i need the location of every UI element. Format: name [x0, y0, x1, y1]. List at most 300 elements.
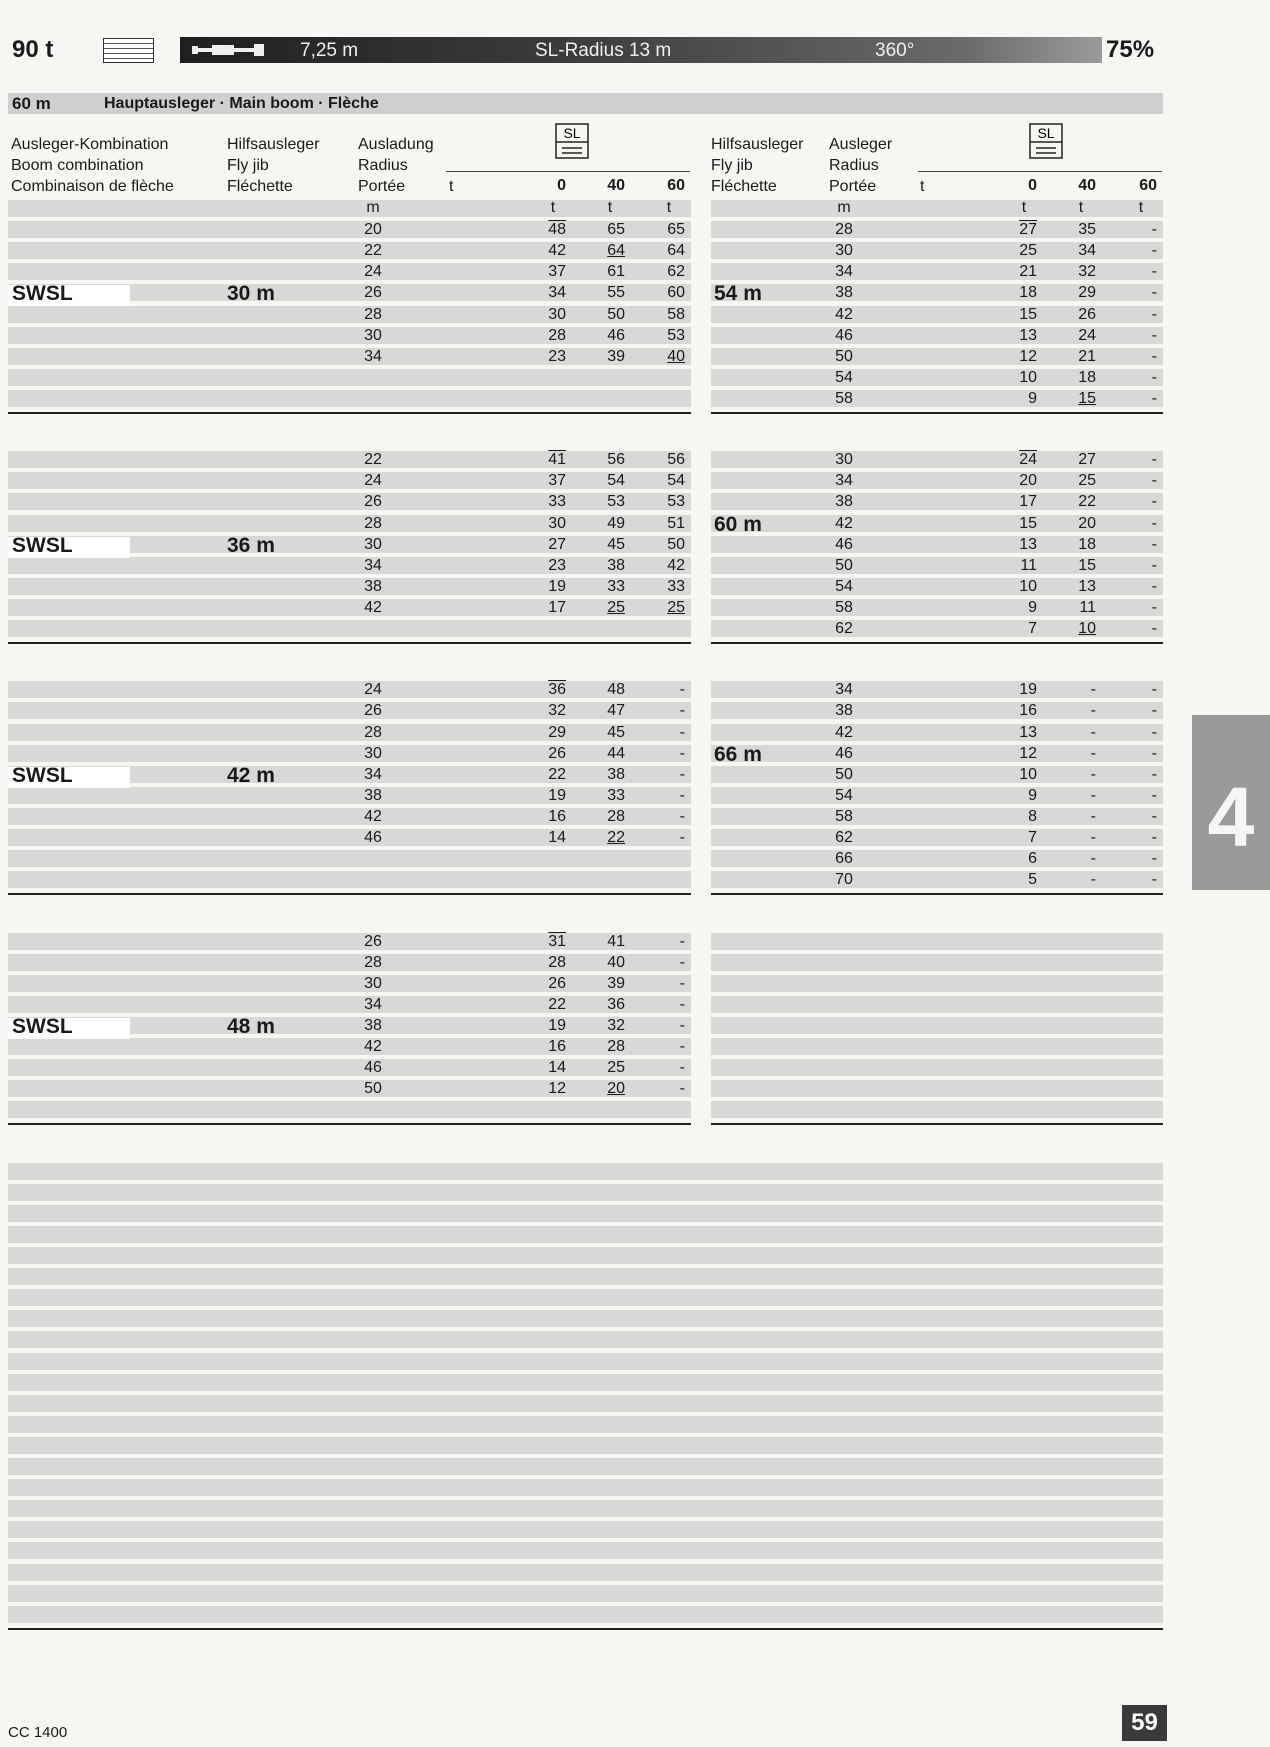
- table-cell: 19: [548, 1016, 566, 1034]
- table-cell: -: [679, 829, 685, 846]
- stability-percent: 75%: [1106, 36, 1155, 63]
- table-cell: -: [679, 765, 685, 783]
- table-cell: 29: [1078, 284, 1096, 302]
- table-cell: 48: [548, 221, 566, 239]
- table-cell: 45: [607, 723, 625, 741]
- table-row-bg: [8, 745, 691, 762]
- sl-icon: [552, 122, 592, 160]
- table-cell: 47: [607, 702, 625, 720]
- table-cell: 24: [364, 263, 382, 281]
- table-cell: 17: [548, 598, 566, 616]
- table-cell: 25: [1019, 242, 1037, 260]
- table-cell: 8: [1028, 807, 1037, 825]
- table-cell: 20: [1078, 514, 1096, 532]
- table-cell: 42: [364, 807, 382, 825]
- empty-row: [711, 975, 1163, 992]
- table-cell: 46: [364, 829, 382, 846]
- table-cell: 12: [548, 1080, 566, 1098]
- offset-0: 0: [557, 177, 566, 194]
- jib-length: 42 m: [227, 763, 275, 787]
- table-cell: 13: [1078, 577, 1096, 595]
- table-cell: -: [1151, 305, 1157, 323]
- table-cell: 21: [1078, 347, 1096, 365]
- table-cell: 54: [835, 368, 853, 386]
- table-cell: 18: [1078, 535, 1096, 553]
- table-cell: 28: [364, 305, 382, 323]
- table-row-bg: [8, 620, 691, 637]
- table-row-bg: [8, 451, 691, 468]
- table-cell: 34: [835, 263, 853, 281]
- empty-row: [711, 1038, 1163, 1055]
- jib-length: 66 m: [714, 742, 762, 766]
- table-cell: 22: [364, 451, 382, 469]
- combo-header: Ausleger-Kombination Boom combination Combinaison de flèche: [11, 136, 174, 195]
- table-row-bg: [8, 390, 691, 407]
- table-cell: 38: [835, 702, 853, 720]
- table-cell: 49: [607, 514, 625, 532]
- table-cell: 50: [667, 535, 685, 553]
- table-cell: -: [1151, 598, 1157, 616]
- table-cell: 50: [607, 305, 625, 323]
- table-cell: 7: [1028, 620, 1037, 637]
- table-row-bg: [8, 515, 691, 532]
- table-cell: 9: [1028, 786, 1037, 804]
- empty-row: [711, 1080, 1163, 1097]
- table-cell: 44: [607, 744, 625, 762]
- table-cell: 64: [667, 242, 685, 260]
- table-cell: -: [1151, 263, 1157, 281]
- svg-text:SL: SL: [1037, 125, 1055, 141]
- table-cell: 54: [835, 786, 853, 804]
- table-cell: 23: [548, 556, 566, 574]
- table-row-bg: [8, 493, 691, 510]
- empty-row: [8, 1395, 1163, 1412]
- table-cell: -: [1151, 681, 1157, 699]
- table-cell: -: [1090, 786, 1096, 804]
- block-rule: [8, 412, 691, 414]
- table-cell: -: [1090, 850, 1096, 868]
- table-cell: 39: [607, 347, 625, 365]
- table-cell: 53: [667, 493, 685, 511]
- table-cell: 48: [607, 681, 625, 699]
- table-cell: 38: [364, 577, 382, 595]
- table-cell: 62: [835, 829, 853, 846]
- table-cell: 24: [364, 681, 382, 699]
- empty-row: [711, 1017, 1163, 1034]
- combo-label: SWSL: [12, 533, 73, 557]
- table-cell: 36: [607, 995, 625, 1013]
- table-cell: 38: [364, 786, 382, 804]
- table-cell: 28: [364, 953, 382, 971]
- table-cell: -: [679, 786, 685, 804]
- table-cell: 10: [1019, 577, 1037, 595]
- empty-row: [8, 1205, 1163, 1222]
- unit-label: t: [1138, 199, 1144, 216]
- table-cell: -: [679, 1038, 685, 1055]
- combo-label: SWSL: [12, 1014, 73, 1038]
- empty-row: [8, 1458, 1163, 1475]
- table-cell: 54: [667, 472, 685, 490]
- table-cell: -: [679, 932, 685, 950]
- jib-length: 48 m: [227, 1014, 275, 1038]
- table-row-bg: [8, 472, 691, 489]
- table-cell: 28: [548, 953, 566, 971]
- table-cell: 30: [364, 535, 382, 553]
- page-number: 59: [1131, 1709, 1158, 1736]
- table-cell: 32: [607, 1016, 625, 1034]
- table-cell: 35: [1078, 221, 1096, 239]
- block-rule: [8, 1123, 691, 1125]
- right-offset-40: 40: [1078, 177, 1096, 194]
- table-cell: 34: [548, 284, 566, 302]
- table-row-bg: [8, 348, 691, 365]
- offset-60: 60: [667, 177, 685, 194]
- table-cell: 38: [607, 765, 625, 783]
- table-cell: 6: [1028, 850, 1037, 868]
- table-cell: -: [1151, 326, 1157, 344]
- slew-angle: 360°: [875, 40, 915, 61]
- table-cell: 19: [1019, 681, 1037, 699]
- empty-row: [711, 933, 1163, 950]
- table-row-bg: [8, 850, 691, 867]
- table-row-bg: [8, 702, 691, 719]
- table-cell: 42: [548, 242, 566, 260]
- table-cell: 13: [1019, 535, 1037, 553]
- table-cell: -: [679, 974, 685, 992]
- table-cell: 50: [835, 765, 853, 783]
- table-cell: 26: [364, 284, 382, 302]
- table-row-bg: [8, 306, 691, 323]
- table-cell: 62: [835, 620, 853, 637]
- table-cell: 24: [364, 472, 382, 490]
- table-cell: 11: [1079, 598, 1096, 616]
- table-cell: 58: [835, 807, 853, 825]
- unit-label: t: [1078, 199, 1084, 216]
- right-header-rule: [918, 171, 1162, 172]
- table-cell: -: [679, 723, 685, 741]
- table-row-bg: [8, 724, 691, 741]
- table-cell: 38: [835, 493, 853, 511]
- table-cell: 34: [835, 681, 853, 699]
- table-cell: 42: [835, 305, 853, 323]
- table-cell: 14: [548, 829, 566, 846]
- empty-row: [8, 1542, 1163, 1559]
- empty-row: [8, 1416, 1163, 1433]
- table-cell: 19: [548, 786, 566, 804]
- table-cell: 5: [1028, 871, 1037, 889]
- table-cell: -: [679, 953, 685, 971]
- table-cell: 16: [548, 807, 566, 825]
- table-row-bg: [8, 221, 691, 238]
- header-rule: [446, 171, 690, 172]
- chapter-number: 4: [1207, 770, 1255, 864]
- table-cell: 30: [548, 305, 566, 323]
- jib-length: 30 m: [227, 282, 275, 306]
- table-cell: 56: [667, 451, 685, 469]
- table-row-bg: [8, 871, 691, 888]
- table-cell: 25: [607, 598, 625, 616]
- table-cell: 55: [607, 284, 625, 302]
- empty-row: [711, 1059, 1163, 1076]
- table-cell: 37: [548, 472, 566, 490]
- jib-header: Hilfsausleger Fly jib Fléchette: [227, 136, 320, 195]
- table-cell: -: [1151, 850, 1157, 868]
- table-cell: 17: [1019, 493, 1037, 511]
- table-cell: 38: [607, 556, 625, 574]
- table-cell: 30: [364, 974, 382, 992]
- table-cell: -: [1151, 871, 1157, 889]
- block-rule: [711, 893, 1163, 895]
- counterweight-value: 7,25 m: [300, 40, 359, 61]
- table-cell: 12: [1019, 744, 1037, 762]
- table-row-bg: [8, 327, 691, 344]
- empty-row: [8, 1585, 1163, 1602]
- block-rule: [711, 1123, 1163, 1125]
- table-cell: 13: [1019, 723, 1037, 741]
- table-cell: 51: [667, 514, 685, 532]
- table-cell: -: [1090, 723, 1096, 741]
- empty-row: [8, 1564, 1163, 1581]
- table-cell: 41: [607, 932, 625, 950]
- boom-length: 60 m: [12, 94, 51, 113]
- table-cell: 28: [548, 326, 566, 344]
- table-cell: 34: [364, 995, 382, 1013]
- table-cell: 19: [548, 577, 566, 595]
- block-rule: [8, 1628, 1163, 1630]
- jib-length: 54 m: [714, 282, 762, 306]
- table-cell: -: [1151, 535, 1157, 553]
- table-cell: 37: [548, 263, 566, 281]
- table-cell: 58: [835, 389, 853, 407]
- table-cell: 26: [1078, 305, 1096, 323]
- table-cell: 41: [548, 451, 566, 469]
- table-cell: 10: [1078, 620, 1096, 637]
- table-cell: 58: [667, 305, 685, 323]
- unit-label: m: [837, 199, 851, 216]
- table-cell: -: [1151, 620, 1157, 637]
- block-rule: [8, 893, 691, 895]
- table-cell: 32: [1078, 263, 1096, 281]
- table-cell: 46: [364, 1059, 382, 1077]
- table-cell: 30: [835, 451, 853, 469]
- table-cell: -: [679, 1016, 685, 1034]
- table-cell: 36: [548, 681, 566, 699]
- table-cell: 33: [607, 786, 625, 804]
- unit-label: t: [666, 199, 672, 216]
- empty-row: [711, 996, 1163, 1013]
- table-cell: -: [1151, 786, 1157, 804]
- table-cell: -: [1151, 723, 1157, 741]
- table-cell: -: [1090, 829, 1096, 846]
- empty-row: [8, 1226, 1163, 1243]
- jib-length: 36 m: [227, 533, 275, 557]
- crawler-icon: [192, 43, 266, 57]
- table-cell: 9: [1028, 598, 1037, 616]
- block-rule: [8, 642, 691, 644]
- table-cell: 46: [835, 326, 853, 344]
- empty-row: [8, 1247, 1163, 1264]
- table-cell: 65: [667, 221, 685, 239]
- table-cell: -: [1090, 681, 1096, 699]
- table-row-bg: [8, 1080, 691, 1097]
- unit-row: [8, 200, 691, 217]
- right-jib-header: Hilfsausleger Fly jib Fléchette: [711, 136, 804, 195]
- table-cell: -: [679, 681, 685, 699]
- table-cell: 27: [1019, 221, 1037, 239]
- table-cell: -: [1090, 871, 1096, 889]
- table-cell: 16: [548, 1038, 566, 1055]
- table-cell: 20: [1019, 472, 1037, 490]
- table-cell: 12: [1019, 347, 1037, 365]
- table-cell: 70: [835, 871, 853, 889]
- table-cell: -: [1090, 744, 1096, 762]
- table-cell: 40: [667, 347, 685, 365]
- table-cell: 33: [667, 577, 685, 595]
- table-cell: 22: [607, 829, 625, 846]
- radius-header: Ausladung Radius Portée: [358, 136, 434, 195]
- table-cell: 34: [1078, 242, 1096, 260]
- table-cell: 54: [835, 577, 853, 595]
- table-cell: 53: [667, 326, 685, 344]
- empty-row: [8, 1268, 1163, 1285]
- jib-length: 60 m: [714, 512, 762, 536]
- model-label: CC 1400: [8, 1724, 68, 1741]
- table-cell: 27: [1078, 451, 1096, 469]
- right-ton-label: t: [920, 178, 925, 195]
- table-cell: -: [1151, 221, 1157, 239]
- table-cell: -: [1151, 829, 1157, 846]
- table-cell: 33: [548, 493, 566, 511]
- right-offset-0: 0: [1028, 177, 1037, 194]
- empty-row: [8, 1289, 1163, 1306]
- table-cell: 58: [835, 598, 853, 616]
- table-cell: 18: [1019, 284, 1037, 302]
- table-cell: -: [1151, 389, 1157, 407]
- table-row-bg: [8, 263, 691, 280]
- table-cell: 26: [548, 744, 566, 762]
- table-row-bg: [8, 808, 691, 825]
- table-cell: 38: [835, 284, 853, 302]
- table-cell: -: [679, 807, 685, 825]
- config-bar: [180, 37, 1102, 63]
- empty-row: [711, 1101, 1163, 1118]
- ton-label: t: [449, 178, 454, 195]
- table-cell: -: [1151, 472, 1157, 490]
- empty-row: [8, 1500, 1163, 1517]
- table-cell: 50: [835, 347, 853, 365]
- table-row-bg: [8, 787, 691, 804]
- section-title: Hauptausleger · Main boom · Flèche: [104, 95, 379, 112]
- empty-row: [8, 1606, 1163, 1623]
- table-cell: 28: [607, 1038, 625, 1055]
- empty-row: [8, 1310, 1163, 1327]
- combo-label: SWSL: [12, 282, 73, 306]
- svg-text:SL: SL: [563, 125, 581, 141]
- table-cell: 22: [548, 765, 566, 783]
- table-cell: 30: [364, 744, 382, 762]
- table-cell: 39: [607, 974, 625, 992]
- unit-label: t: [550, 199, 556, 216]
- table-row-bg: [8, 557, 691, 574]
- table-cell: 61: [607, 263, 625, 281]
- table-cell: 15: [1019, 514, 1037, 532]
- table-cell: 33: [607, 577, 625, 595]
- table-cell: 53: [607, 493, 625, 511]
- table-cell: 40: [607, 953, 625, 971]
- table-cell: -: [679, 1080, 685, 1098]
- table-cell: -: [1090, 702, 1096, 720]
- table-cell: 28: [835, 221, 853, 239]
- table-cell: -: [679, 744, 685, 762]
- table-cell: -: [679, 1059, 685, 1077]
- table-cell: -: [1151, 347, 1157, 365]
- table-cell: 13: [1019, 326, 1037, 344]
- right-offset-60: 60: [1139, 177, 1157, 194]
- table-cell: 28: [607, 807, 625, 825]
- table-row-bg: [8, 599, 691, 616]
- table-cell: -: [1151, 556, 1157, 574]
- table-cell: 10: [1019, 368, 1037, 386]
- table-cell: 42: [835, 514, 853, 532]
- table-cell: 24: [1078, 326, 1096, 344]
- table-row-bg: [8, 933, 691, 950]
- table-cell: 28: [364, 514, 382, 532]
- table-row-bg: [8, 975, 691, 992]
- table-cell: 16: [1019, 702, 1037, 720]
- table-cell: -: [1151, 744, 1157, 762]
- table-cell: -: [679, 995, 685, 1013]
- table-cell: -: [1151, 577, 1157, 595]
- table-cell: 66: [835, 850, 853, 868]
- table-cell: -: [1151, 242, 1157, 260]
- empty-row: [8, 1374, 1163, 1391]
- table-cell: -: [1151, 284, 1157, 302]
- right-sl-icon: [1026, 122, 1066, 160]
- table-cell: 30: [364, 326, 382, 344]
- table-cell: 15: [1019, 305, 1037, 323]
- table-cell: 50: [364, 1080, 382, 1098]
- table-cell: 42: [667, 556, 685, 574]
- sl-radius: SL-Radius 13 m: [535, 40, 672, 61]
- table-row-bg: [8, 1059, 691, 1076]
- table-cell: 14: [548, 1059, 566, 1077]
- empty-row: [8, 1163, 1163, 1180]
- empty-row: [8, 1184, 1163, 1201]
- table-cell: 22: [1078, 493, 1096, 511]
- table-cell: 11: [1020, 556, 1037, 574]
- table-row-bg: [8, 954, 691, 971]
- table-cell: 45: [607, 535, 625, 553]
- empty-row: [8, 1521, 1163, 1538]
- table-cell: 62: [667, 263, 685, 281]
- table-cell: 26: [548, 974, 566, 992]
- table-cell: 46: [835, 744, 853, 762]
- counterweight-icon: [103, 38, 154, 63]
- table-cell: 25: [607, 1059, 625, 1077]
- empty-row: [711, 954, 1163, 971]
- table-cell: 32: [548, 702, 566, 720]
- table-cell: 34: [364, 765, 382, 783]
- table-cell: 9: [1028, 389, 1037, 407]
- table-cell: 50: [835, 556, 853, 574]
- table-cell: 56: [607, 451, 625, 469]
- table-cell: 10: [1019, 765, 1037, 783]
- table-cell: 42: [364, 598, 382, 616]
- empty-row: [8, 1437, 1163, 1454]
- table-cell: 26: [364, 493, 382, 511]
- table-cell: -: [1151, 493, 1157, 511]
- table-row-bg: [8, 242, 691, 259]
